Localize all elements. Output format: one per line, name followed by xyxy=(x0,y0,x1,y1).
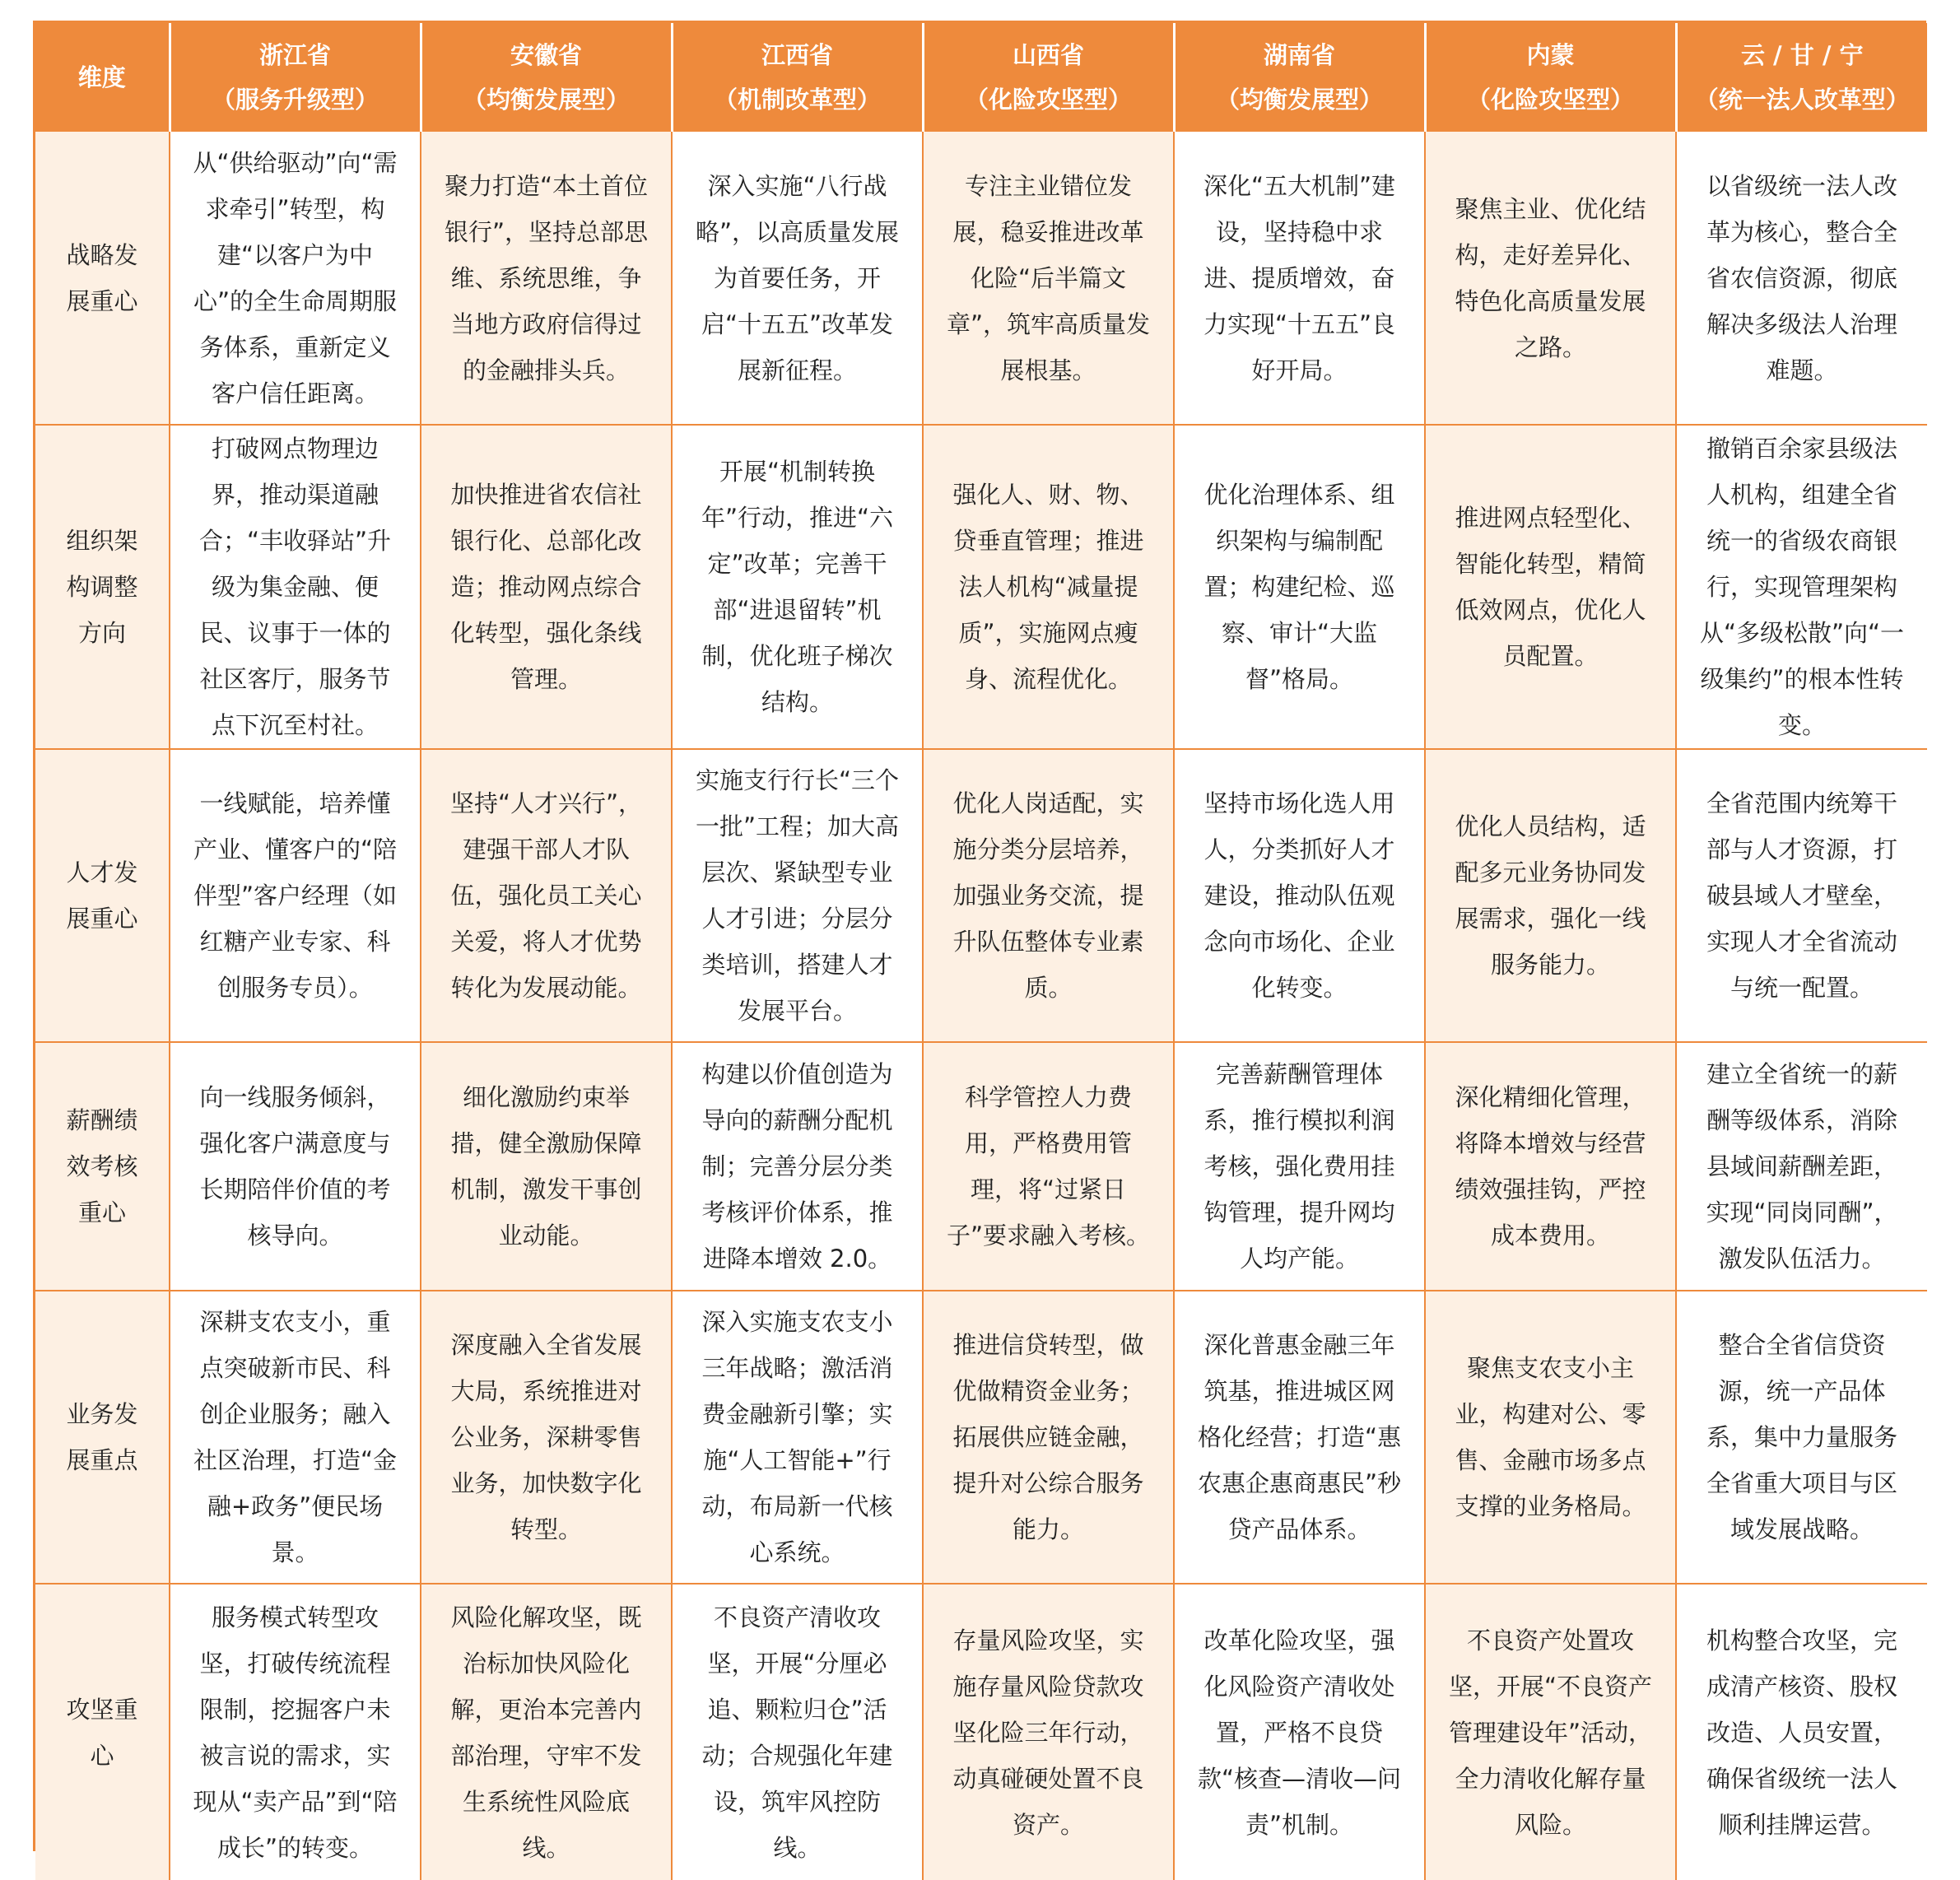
row-dimension: 薪酬绩效考核重心 xyxy=(35,1042,170,1291)
table-cell: 全省范围内统筹干部与人才资源，打破县域人才壁垒，实现人才全省流动与统一配置。 xyxy=(1676,749,1927,1042)
table-cell: 不良资产清收攻坚，开展“分厘必追、颗粒归仓”活动；合规强化年建设，筑牢风控防线。 xyxy=(672,1584,923,1880)
table-cell: 整合全省信贷资源，统一产品体系，集中力量服务全省重大项目与区域发展战略。 xyxy=(1676,1291,1927,1584)
table-cell: 向一线服务倾斜，强化客户满意度与长期陪伴价值的考核导向。 xyxy=(170,1042,421,1291)
table-cell: 深入实施支农支小三年战略；激活消费金融新引擎；实施“人工智能+”行动，布局新一代核心系统。 xyxy=(672,1291,923,1584)
table-row-talent xyxy=(35,749,1927,1042)
table-cell: 专注主业错位发展，稳妥推进改革化险“后半篇文章”，筑牢高质量发展根基。 xyxy=(923,132,1174,425)
header-col-type: （统一法人改革型） xyxy=(1694,86,1910,114)
header-col-name: 江西省 xyxy=(761,41,833,69)
header-col-type: （化险攻坚型） xyxy=(964,86,1132,114)
header-col-anhui xyxy=(421,23,672,132)
table-cell: 优化人岗适配，实施分类分层培养，加强业务交流，提升队伍整体专业素质。 xyxy=(923,749,1174,1042)
header-col-name: 云 / 甘 / 宁 xyxy=(1740,41,1864,69)
header-col-shanxi xyxy=(923,23,1174,132)
table-cell: 聚力打造“本土首位银行”，坚持总部思维、系统思维，争当地方政府信得过的金融排头兵。 xyxy=(421,132,672,425)
table-row-organization xyxy=(35,425,1927,749)
table-header-row xyxy=(35,23,1927,132)
row-dimension: 业务发展重点 xyxy=(35,1291,170,1584)
header-col-type: （化险攻坚型） xyxy=(1466,86,1634,114)
header-col-neimeng xyxy=(1425,23,1676,132)
table-cell: 优化人员结构，适配多元业务协同发展需求，强化一线服务能力。 xyxy=(1425,749,1676,1042)
table-cell: 从“供给驱动”向“需求牵引”转型，构建“以客户为中心”的全生命周期服务体系，重新定义客户信任距离。 xyxy=(170,132,421,425)
table-cell: 推进网点轻型化、智能化转型，精简低效网点，优化人员配置。 xyxy=(1425,425,1676,749)
table-cell: 聚焦主业、优化结构，走好差异化、特色化高质量发展之路。 xyxy=(1425,132,1676,425)
header-col-name: 山西省 xyxy=(1012,41,1084,69)
header-col-name: 浙江省 xyxy=(258,41,331,69)
table-cell: 优化治理体系、组织架构与编制配置；构建纪检、巡察、审计“大监督”格局。 xyxy=(1174,425,1425,749)
header-col-hunan xyxy=(1174,23,1425,132)
header-col-name: 内蒙 xyxy=(1526,41,1575,69)
table-cell: 深耕支农支小，重点突破新市民、科创企业服务；融入社区治理，打造“金融+政务”便民场景。 xyxy=(170,1291,421,1584)
header-col-type: （均衡发展型） xyxy=(1215,86,1383,114)
row-dimension: 战略发展重心 xyxy=(35,132,170,425)
table-cell: 机构整合攻坚，完成清产核资、股权改造、人员安置，确保省级统一法人顺利挂牌运营。 xyxy=(1676,1584,1927,1880)
table-cell: 建立全省统一的薪酬等级体系，消除县域间薪酬差距，实现“同岗同酬”，激发队伍活力。 xyxy=(1676,1042,1927,1291)
comparison-table-frame xyxy=(33,21,1926,1862)
table-cell: 服务模式转型攻坚，打破传统流程限制，挖掘客户未被言说的需求，实现从“卖产品”到“陪成长”的转变。 xyxy=(170,1584,421,1880)
table-cell: 细化激励约束举措，健全激励保障机制，激发干事创业动能。 xyxy=(421,1042,672,1291)
table-cell: 坚持“人才兴行”，建强干部人才队伍，强化员工关心关爱，将人才优势转化为发展动能。 xyxy=(421,749,672,1042)
table-cell: 深入实施“八行战略”，以高质量发展为首要任务，开启“十五五”改革发展新征程。 xyxy=(672,132,923,425)
table-cell: 撤销百余家县级法人机构，组建全省统一的省级农商银行，实现管理架构从“多级松散”向“一级集约”的根本性转变。 xyxy=(1676,425,1927,749)
table-cell: 坚持市场化选人用人，分类抓好人才建设，推动队伍观念向市场化、企业化转变。 xyxy=(1174,749,1425,1042)
table-cell: 打破网点物理边界，推动渠道融合；“丰收驿站”升级为集金融、便民、议事于一体的社区客厅，服务节点下沉至村社。 xyxy=(170,425,421,749)
header-col-type: （服务升级型） xyxy=(211,86,379,114)
table-cell: 深化普惠金融三年筑基，推进城区网格化经营；打造“惠农惠企惠商惠民”秒贷产品体系。 xyxy=(1174,1291,1425,1584)
comparison-table xyxy=(35,23,1927,1880)
table-cell: 完善薪酬管理体系，推行模拟利润考核，强化费用挂钩管理，提升网均人均产能。 xyxy=(1174,1042,1425,1291)
header-col-name: 湖南省 xyxy=(1263,41,1335,69)
header-col-type: （均衡发展型） xyxy=(462,86,630,114)
row-dimension: 人才发展重心 xyxy=(35,749,170,1042)
table-cell: 深化精细化管理，将降本增效与经营绩效强挂钩，严控成本费用。 xyxy=(1425,1042,1676,1291)
table-cell: 存量风险攻坚，实施存量风险贷款攻坚化险三年行动，动真碰硬处置不良资产。 xyxy=(923,1584,1174,1880)
table-cell: 聚焦支农支小主业，构建对公、零售、金融市场多点支撑的业务格局。 xyxy=(1425,1291,1676,1584)
header-col-zhejiang xyxy=(170,23,421,132)
table-cell: 改革化险攻坚，强化风险资产清收处置，严格不良贷款“核查—清收—问责”机制。 xyxy=(1174,1584,1425,1880)
table-cell: 开展“机制转换年”行动，推进“六定”改革；完善干部“进退留转”机制，优化班子梯次结构。 xyxy=(672,425,923,749)
table-cell: 推进信贷转型，做优做精资金业务；拓展供应链金融，提升对公综合服务能力。 xyxy=(923,1291,1174,1584)
table-row-compensation xyxy=(35,1042,1927,1291)
table-cell: 实施支行行长“三个一批”工程；加大高层次、紧缺型专业人才引进；分层分类培训，搭建人才发展平台。 xyxy=(672,749,923,1042)
table-row-key-tasks xyxy=(35,1584,1927,1880)
table-cell: 加快推进省农信社银行化、总部化改造；推动网点综合化转型，强化条线管理。 xyxy=(421,425,672,749)
table-cell: 深度融入全省发展大局，系统推进对公业务，深耕零售业务，加快数字化转型。 xyxy=(421,1291,672,1584)
header-dimension: 维度 xyxy=(35,23,170,132)
header-col-jiangxi xyxy=(672,23,923,132)
table-row-business xyxy=(35,1291,1927,1584)
row-dimension: 攻坚重心 xyxy=(35,1584,170,1880)
table-cell: 深化“五大机制”建设，坚持稳中求进、提质增效，奋力实现“十五五”良好开局。 xyxy=(1174,132,1425,425)
row-dimension: 组织架构调整方向 xyxy=(35,425,170,749)
table-cell: 以省级统一法人改革为核心，整合全省农信资源，彻底解决多级法人治理难题。 xyxy=(1676,132,1927,425)
table-cell: 不良资产处置攻坚，开展“不良资产管理建设年”活动，全力清收化解存量风险。 xyxy=(1425,1584,1676,1880)
header-col-name: 安徽省 xyxy=(510,41,582,69)
table-cell: 科学管控人力费用，严格费用管理，将“过紧日子”要求融入考核。 xyxy=(923,1042,1174,1291)
table-cell: 强化人、财、物、贷垂直管理；推进法人机构“减量提质”，实施网点瘦身、流程优化。 xyxy=(923,425,1174,749)
table-cell: 风险化解攻坚，既治标加快风险化解，更治本完善内部治理，守牢不发生系统性风险底线。 xyxy=(421,1584,672,1880)
header-col-yun-gan-ning xyxy=(1676,23,1927,132)
table-cell: 构建以价值创造为导向的薪酬分配机制；完善分层分类考核评价体系，推进降本增效 2.0。 xyxy=(672,1042,923,1291)
table-row-strategy xyxy=(35,132,1927,425)
header-col-type: （机制改革型） xyxy=(713,86,881,114)
table-cell: 一线赋能，培养懂产业、懂客户的“陪伴型”客户经理（如红糖产业专家、科创服务专员）。 xyxy=(170,749,421,1042)
